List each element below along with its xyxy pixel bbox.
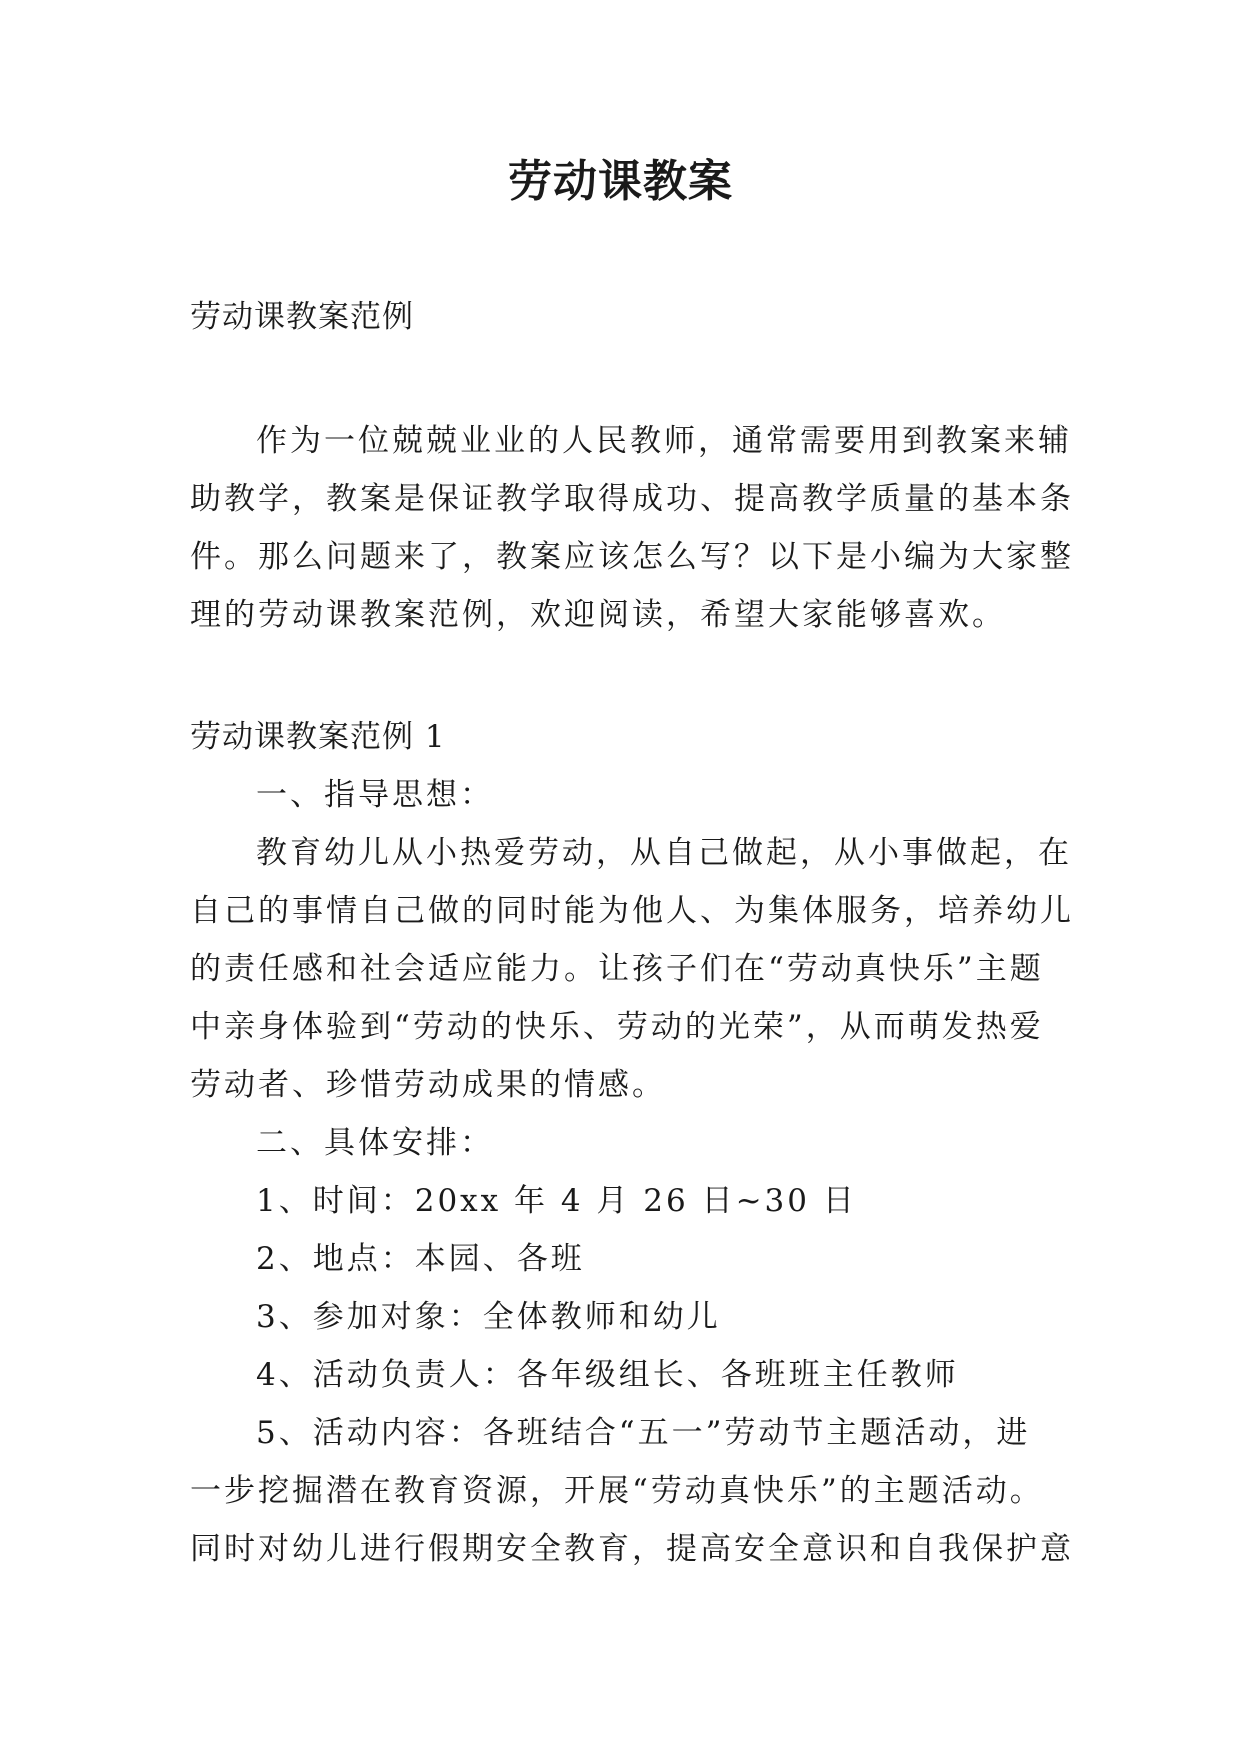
guiding-idea-line: 自己的事情自己做的同时能为他人、为集体服务，培养幼儿 [190,893,1074,929]
guiding-idea-line: 劳动者、珍惜劳动成果的情感。 [190,1067,666,1103]
guiding-idea-line: 的责任感和社会适应能力。让孩子们在“劳动真快乐”主题 [190,951,1044,987]
arrangement-item-content-line: 5、活动内容：各班结合“五一”劳动节主题活动，进 [256,1415,1031,1451]
part-heading-arrangement: 二、具体安排： [256,1125,494,1161]
arrangement-item-content-line: 一步挖掘潜在教育资源，开展“劳动真快乐”的主题活动。 [190,1473,1044,1509]
intro-line: 助教学，教案是保证教学取得成功、提高教学质量的基本条 [190,481,1074,517]
arrangement-item-leader: 4、活动负责人：各年级组长、各班班主任教师 [256,1357,959,1393]
arrangement-item-time: 1、时间：20xx 年 4 月 26 日~30 日 [256,1183,857,1219]
arrangement-item-content-line: 同时对幼儿进行假期安全教育，提高安全意识和自我保护意 [190,1531,1074,1567]
intro-paragraph [190,412,1090,644]
section-heading: 劳动课教案范例 1 [190,719,446,755]
guiding-idea-line: 教育幼儿从小热爱劳动，从自己做起，从小事做起，在 [256,835,1072,871]
intro-line: 作为一位兢兢业业的人民教师，通常需要用到教案来辅 [256,423,1072,459]
document-title: 劳动课教案 [508,156,733,207]
guiding-idea-line: 中亲身体验到“劳动的快乐、劳动的光荣”，从而萌发热爱 [190,1009,1044,1045]
intro-line: 件。那么问题来了，教案应该怎么写？以下是小编为大家整 [190,539,1074,575]
arrangement-item-participants: 3、参加对象：全体教师和幼儿 [256,1299,721,1335]
intro-line: 理的劳动课教案范例，欢迎阅读，希望大家能够喜欢。 [190,597,1006,633]
document-subtitle: 劳动课教案范例 [190,299,414,335]
section-1 [190,708,1090,1578]
arrangement-item-location: 2、地点：本园、各班 [256,1241,585,1277]
document-body [190,288,1090,1578]
part-heading-guiding-idea: 一、指导思想： [256,777,494,813]
